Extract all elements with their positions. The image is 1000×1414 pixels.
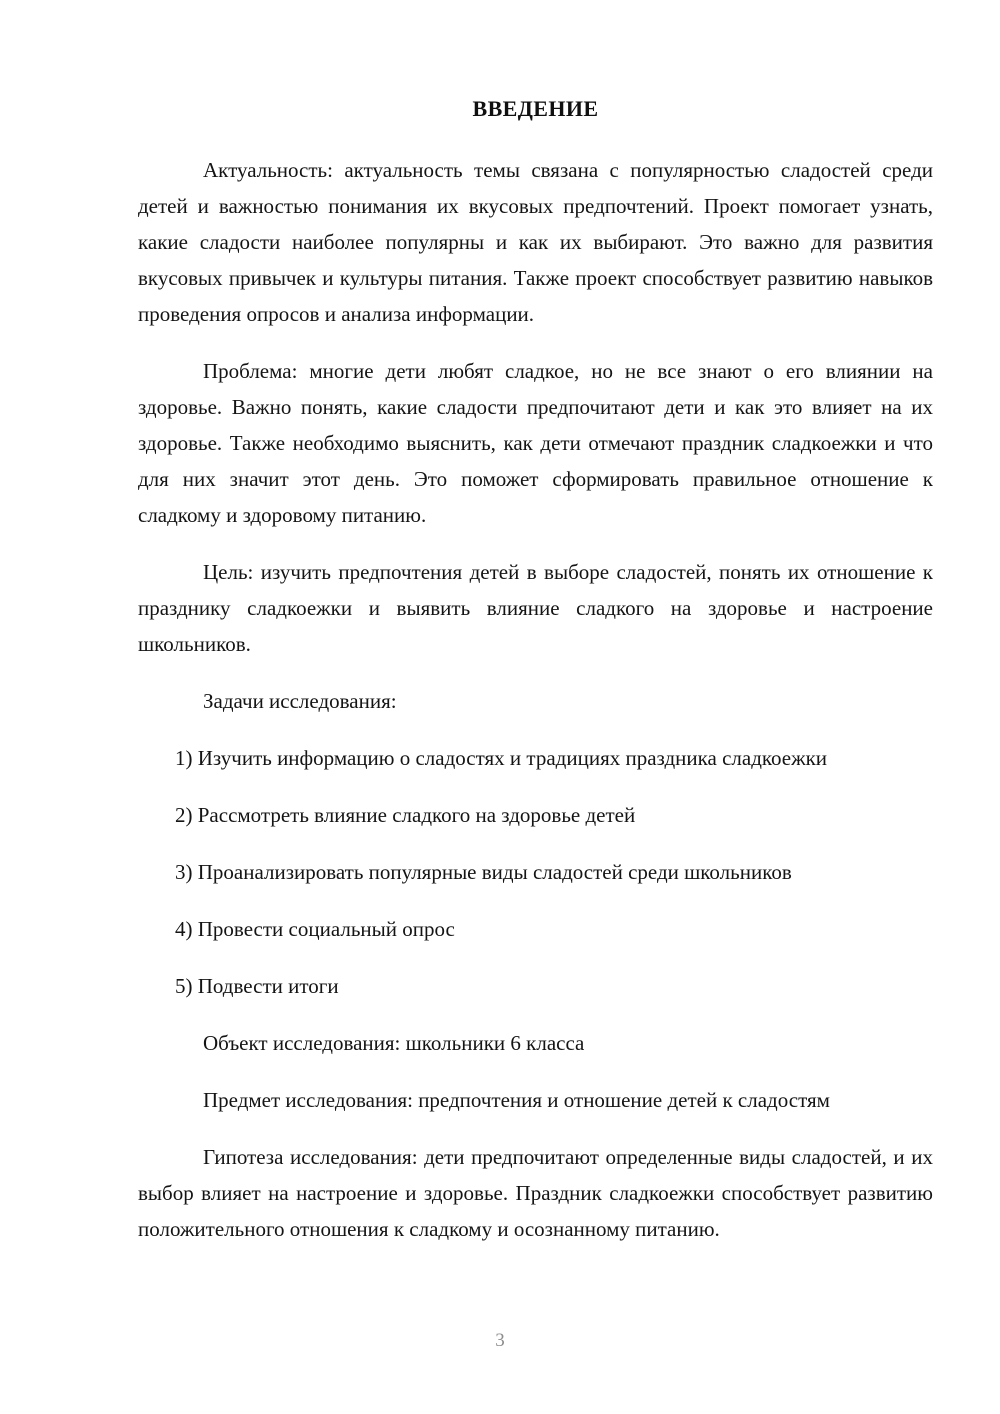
- paragraph-object: Объект исследования: школьники 6 класса: [203, 1030, 585, 1055]
- paragraph-hypothesis: Гипотеза исследования: дети предпочитают определенные виды сладостей, и их выбор влияет на настроение и здоровье. Праздник сладкоежки способствует развитию положительного отношения к сладкому и осознанному питанию.: [138, 1144, 933, 1241]
- paragraph-subject: Предмет исследования: предпочтения и отношение детей к сладостям: [203, 1087, 830, 1112]
- page-title: ВВЕДЕНИЕ: [472, 96, 599, 121]
- tasks-list: [138, 740, 933, 1004]
- list-item: 2) Рассмотреть влияние сладкого на здоровье детей: [175, 802, 636, 827]
- list-item: 5) Подвести итоги: [175, 973, 339, 998]
- paragraph-goal: Цель: изучить предпочтения детей в выборе сладостей, понять их отношение к празднику сладкоежки и выявить влияние сладкого на здоровье и настроение школьников.: [138, 559, 933, 656]
- list-item: 1) Изучить информацию о сладостях и традициях праздника сладкоежки: [175, 745, 828, 770]
- list-item: 3) Проанализировать популярные виды сладостей среди школьников: [175, 859, 792, 884]
- page-number: 3: [495, 1330, 505, 1351]
- paragraph-problem: Проблема: многие дети любят сладкое, но не все знают о его влиянии на здоровье. Важно понять, какие сладости предпочитают дети и как это влияет на их здоровье. Также необходимо выяснить, как дети отмечают праздник сладкоежки и что для них значит этот день. Это поможет сформировать правильное отношение к сладкому и здоровому питанию.: [138, 358, 933, 527]
- list-item: 4) Провести социальный опрос: [175, 916, 455, 941]
- tasks-label: Задачи исследования:: [203, 688, 397, 713]
- document-body: [138, 0, 933, 1247]
- paragraph-relevance: Актуальность: актуальность темы связана с популярностью сладостей среди детей и важностью понимания их вкусовых предпочтений. Проект помогает узнать, какие сладости наиболее популярны и как их выбирают. Это важно для развития вкусовых привычек и культуры питания. Также проект способствует развитию навыков проведения опросов и анализа информации.: [138, 157, 933, 326]
